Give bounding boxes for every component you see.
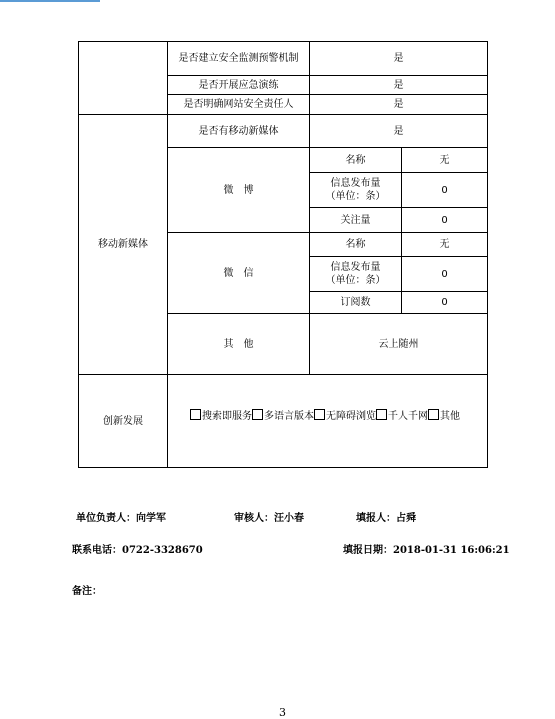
- option-search-service[interactable]: 搜索即服务: [190, 411, 252, 422]
- innovation-section-label: 创新发展: [79, 375, 168, 468]
- security-officer-value: 是: [310, 95, 488, 115]
- weibo-followers-label: 关注量: [310, 208, 402, 233]
- mobile-media-section-label: 移动新媒体: [79, 115, 168, 375]
- wechat-name-label: 名称: [310, 233, 402, 257]
- security-officer-label: 是否明确网站安全责任人: [168, 95, 310, 115]
- other-media-value: 云上随州: [310, 314, 488, 375]
- weibo-posts-value: 0: [402, 173, 488, 208]
- weibo-name-label: 名称: [310, 148, 402, 173]
- innovation-options: [168, 375, 488, 468]
- wechat-posts-label: 信息发布量 （单位：条）: [310, 257, 402, 292]
- option-other[interactable]: 其他: [428, 411, 460, 422]
- checkbox-icon: [190, 409, 201, 420]
- checkbox-icon: [376, 409, 387, 420]
- has-mobile-media-label: 是否有移动新媒体: [168, 115, 310, 148]
- remarks: 备注：: [72, 586, 102, 597]
- security-monitoring-value: 是: [310, 42, 488, 76]
- weibo-posts-label: 信息发布量 （单位：条）: [310, 173, 402, 208]
- form-filler: 填报人：占舜: [356, 513, 416, 524]
- wechat-name-value: 无: [402, 233, 488, 257]
- option-personalized[interactable]: 千人千网: [376, 411, 428, 422]
- emergency-drill-label: 是否开展应急演练: [168, 76, 310, 95]
- reviewer: 审核人：汪小春: [234, 513, 304, 524]
- checkbox-icon: [428, 409, 439, 420]
- wechat-subscribers-value: 0: [402, 292, 488, 314]
- checkbox-icon: [252, 409, 263, 420]
- contact-phone: 联系电话：0722-3328670: [72, 545, 203, 556]
- page-number: 3: [279, 706, 286, 719]
- weibo-followers-value: 0: [402, 208, 488, 233]
- weibo-name-value: 无: [402, 148, 488, 173]
- option-multilingual[interactable]: 多语言版本: [252, 411, 314, 422]
- report-table: [78, 41, 488, 468]
- checkbox-icon: [314, 409, 325, 420]
- fill-date: 填报日期：2018-01-31 16:06:21: [343, 545, 510, 556]
- wechat-label: 微 信: [168, 233, 310, 314]
- security-section-cell: [79, 42, 168, 115]
- responsible-person: 单位负责人：向学军: [76, 513, 166, 524]
- other-media-label: 其 他: [168, 314, 310, 375]
- wechat-subscribers-label: 订阅数: [310, 292, 402, 314]
- weibo-label: 微 博: [168, 148, 310, 233]
- top-accent-bar: [0, 0, 100, 2]
- wechat-posts-value: 0: [402, 257, 488, 292]
- emergency-drill-value: 是: [310, 76, 488, 95]
- option-accessible[interactable]: 无障碍浏览: [314, 411, 376, 422]
- security-monitoring-label: 是否建立安全监测预警机制: [168, 42, 310, 76]
- has-mobile-media-value: 是: [310, 115, 488, 148]
